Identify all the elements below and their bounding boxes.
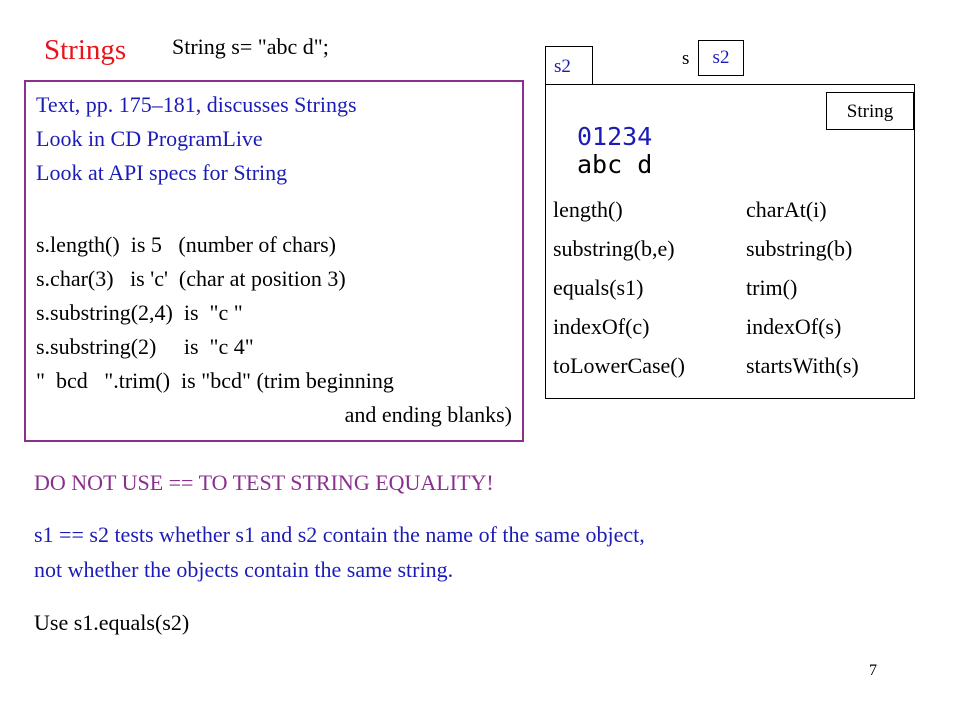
method-equals: equals(s1): [553, 275, 644, 300]
method-index-of-string: indexOf(s): [746, 314, 842, 339]
method-to-lower-case: toLowerCase(): [553, 353, 685, 378]
info-box: [24, 80, 524, 442]
char-indices: 01234: [577, 122, 653, 151]
class-name-tag: String: [826, 92, 914, 130]
object-name-tab: s2: [545, 46, 593, 84]
method-trim: trim(): [746, 275, 798, 300]
example-substring-from: s.substring(2) is "c 4": [36, 334, 254, 359]
method-substring-range: substring(b,e): [553, 236, 675, 261]
equals-advice: Use s1.equals(s2): [34, 610, 190, 635]
example-char: s.char(3) is 'c' (char at position 3): [36, 266, 346, 291]
method-length: length(): [553, 197, 623, 222]
method-starts-with: startsWith(s): [746, 353, 859, 378]
reference-cd: Look in CD ProgramLive: [36, 126, 263, 151]
page-number: 7: [869, 662, 877, 679]
equality-warning: DO NOT USE == TO TEST STRING EQUALITY!: [34, 470, 494, 495]
reference-api: Look at API specs for String: [36, 160, 288, 185]
method-index-of-char: indexOf(c): [553, 314, 650, 339]
string-contents: abc d: [577, 150, 653, 179]
example-length: s.length() is 5 (number of chars): [36, 232, 336, 257]
method-substring-from: substring(b): [746, 236, 853, 261]
reference-text: Text, pp. 175–181, discusses Strings: [36, 92, 357, 117]
variable-name: s: [682, 48, 690, 69]
explanation-line-2: not whether the objects contain the same string.: [34, 557, 454, 582]
example-trim-continued: and ending blanks): [344, 402, 512, 427]
string-declaration: String s= "abc d";: [172, 34, 329, 59]
example-trim: " bcd ".trim() is "bcd" (trim beginning: [36, 368, 394, 393]
variable-value-box: s2: [698, 40, 744, 76]
explanation-line-1: s1 == s2 tests whether s1 and s2 contain the name of the same object,: [34, 522, 645, 547]
slide-title: Strings: [44, 34, 127, 66]
method-char-at: charAt(i): [746, 197, 827, 222]
example-substring-range: s.substring(2,4) is "c ": [36, 300, 243, 325]
